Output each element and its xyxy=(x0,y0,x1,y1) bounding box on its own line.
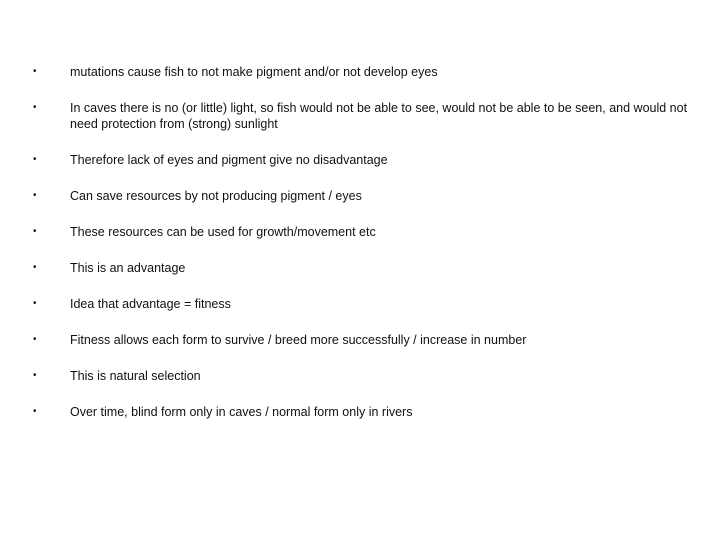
bullet-text: Over time, blind form only in caves / normal form only in rivers xyxy=(70,405,413,419)
bullet-text: In caves there is no (or little) light, so fish would not be able to see, would not be able to be seen, and would not need protection from (strong) sunlight xyxy=(70,101,688,131)
bullet-item xyxy=(33,260,693,276)
bullet-icon: • xyxy=(33,102,37,113)
bullet-icon: • xyxy=(33,66,37,77)
bullet-text: mutations cause fish to not make pigment and/or not develop eyes xyxy=(70,65,438,79)
bullet-item xyxy=(33,224,693,240)
bullet-list xyxy=(33,64,693,440)
bullet-icon: • xyxy=(33,190,37,201)
bullet-text: These resources can be used for growth/movement etc xyxy=(70,225,376,239)
bullet-item xyxy=(33,188,693,204)
bullet-text: This is an advantage xyxy=(70,261,186,275)
bullet-item xyxy=(33,64,693,80)
bullet-item xyxy=(33,368,693,384)
bullet-text: Idea that advantage = fitness xyxy=(70,297,231,311)
bullet-icon: • xyxy=(33,334,37,345)
bullet-text: Can save resources by not producing pigment / eyes xyxy=(70,189,362,203)
bullet-icon: • xyxy=(33,226,37,237)
bullet-item xyxy=(33,152,693,168)
bullet-item xyxy=(33,404,693,420)
bullet-icon: • xyxy=(33,406,37,417)
bullet-icon: • xyxy=(33,262,37,273)
bullet-item xyxy=(33,100,693,132)
bullet-text: Therefore lack of eyes and pigment give no disadvantage xyxy=(70,153,388,167)
bullet-icon: • xyxy=(33,298,37,309)
bullet-icon: • xyxy=(33,370,37,381)
bullet-icon: • xyxy=(33,154,37,165)
bullet-text: This is natural selection xyxy=(70,369,201,383)
bullet-item xyxy=(33,296,693,312)
bullet-text: Fitness allows each form to survive / breed more successfully / increase in number xyxy=(70,333,527,347)
bullet-item xyxy=(33,332,693,348)
